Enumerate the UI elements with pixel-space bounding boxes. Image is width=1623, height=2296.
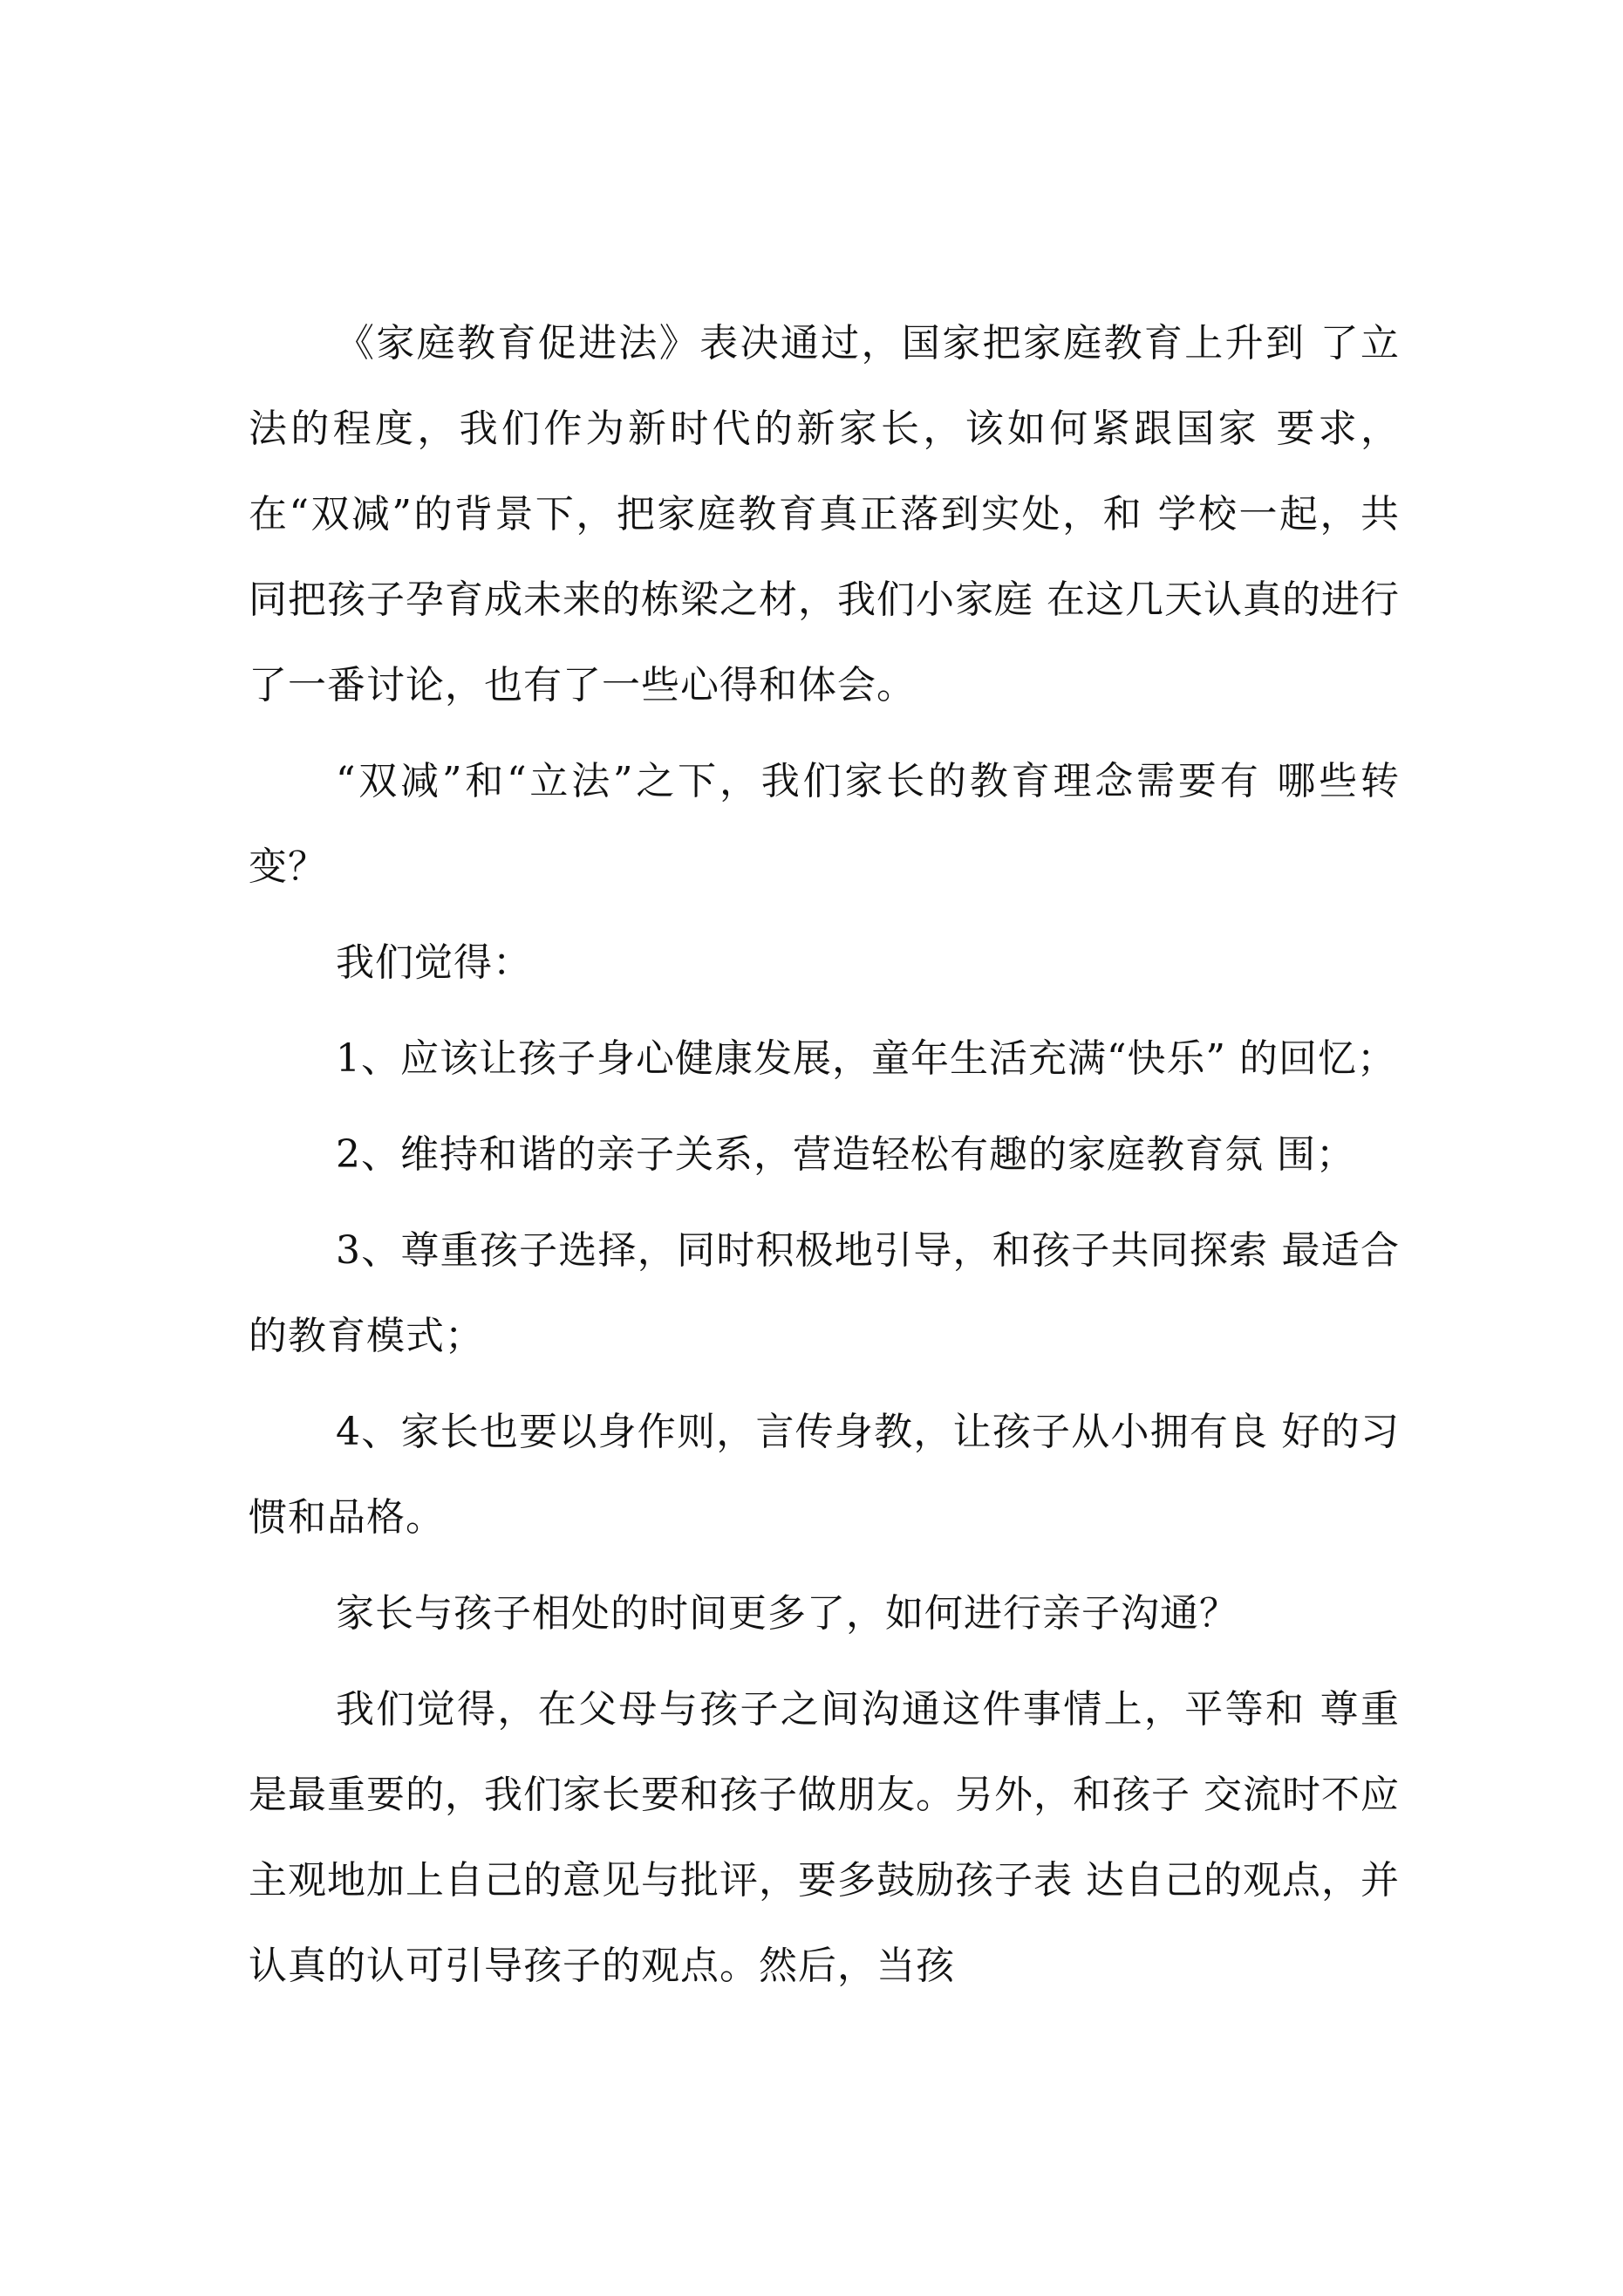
list-item-2: 2、维持和谐的亲子关系，营造轻松有趣的家庭教育氛 围；: [336, 1132, 1355, 1177]
paragraph-we-think-1: 我们觉得：: [336, 940, 532, 985]
paragraph-question-2: 家长与孩子相处的时间更多了，如何进行亲子沟通？: [336, 1591, 1238, 1636]
list-item-3: 3、尊重孩子选择，同时积极地引导，和孩子共同探索 最适合的教育模式；: [249, 1228, 1400, 1358]
body-text: [249, 301, 1400, 2019]
paragraph-question-1: “双减”和“立法”之下，我们家长的教育理念需要有 哪些转变？: [249, 759, 1400, 889]
paragraph-intro: 《家庭教育促进法》表决通过，国家把家庭教育上升到 了立法的程度，我们作为新时代的新家长，该如何紧跟国家 要求，在“双减”的背景下，把家庭教育真正落到实处，和 学校一起，共同把孩子孕育成未来的栋梁之材，我们小家庭 在这几天认真的进行了一番讨论，也有了一些心得和体会。: [249, 321, 1400, 707]
list-item-1: 1、应该让孩子身心健康发展，童年生活充满“快乐” 的回忆；: [336, 1036, 1396, 1081]
paragraph-we-think-2: 我们觉得，在父母与孩子之间沟通这件事情上，平等和 尊重是最重要的，我们家长要和孩子做朋友。另外，和孩子 交流时不应主观地加上自己的意见与批评，要多鼓励孩子表 达自己的观点，并认真的认可引导孩子的观点。然后，当孩: [249, 1687, 1400, 1988]
list-item-4: 4、家长也要以身作则，言传身教，让孩子从小拥有良 好的习惯和品格。: [249, 1410, 1400, 1540]
